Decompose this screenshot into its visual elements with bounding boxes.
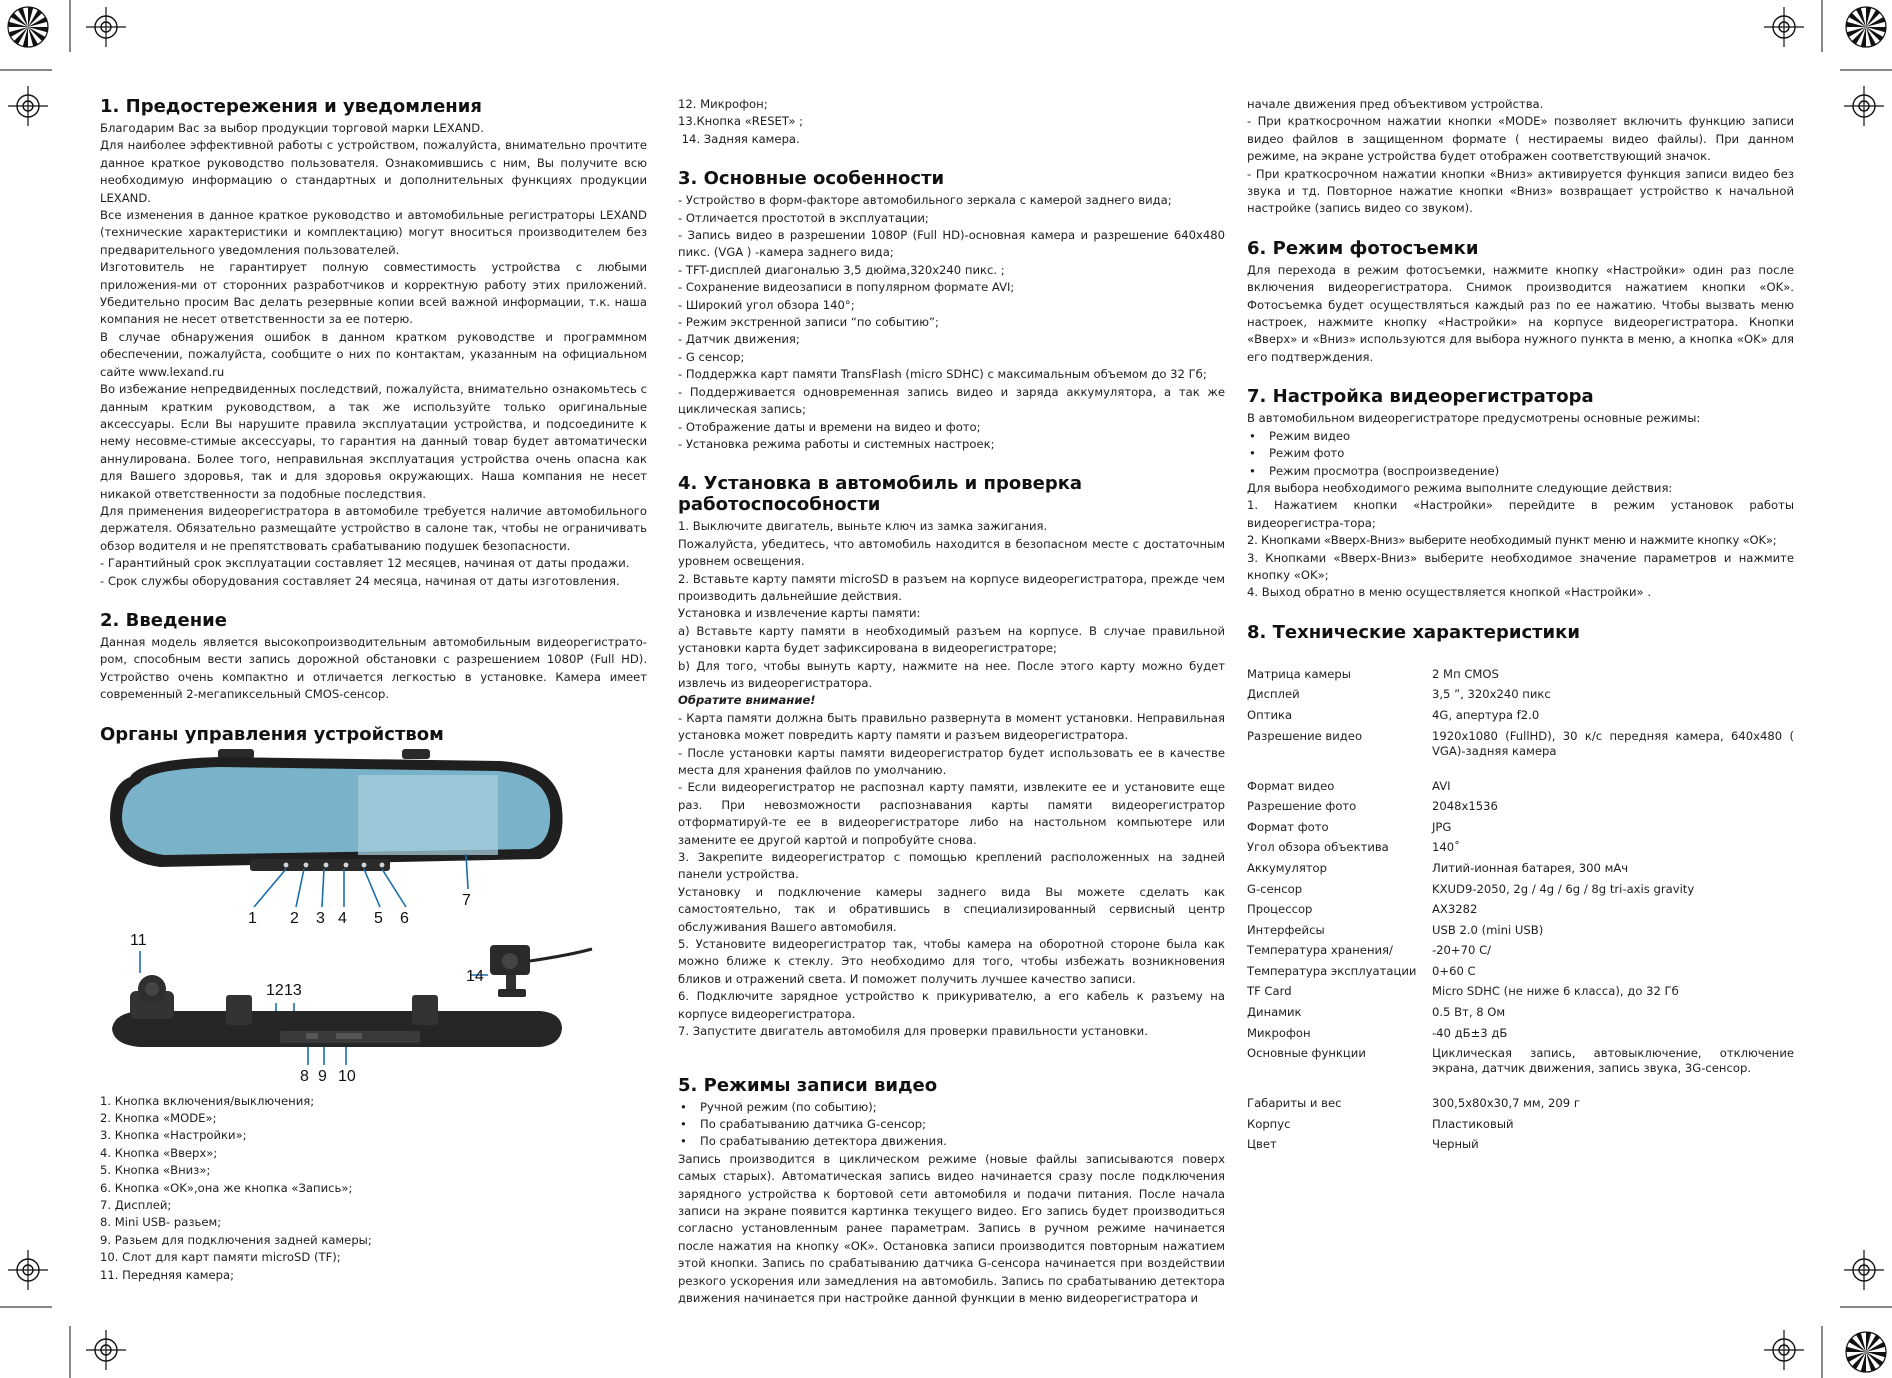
paragraph: Для перехода в режим фотосъемки, нажмите кнопку «Настройки» один раз после включения видеорегистратора. Снимок производится нажатием кнопки «OK». Фотосъемка будет осуществляться каждый раз по ее нажатию. Чтобы вызвать меню настроек, нажмите кнопку «Настройки» на корпусе видеорегистратора. Кнопки «Вверх» и «Вниз» используются для выбора нужного пункта в меню, а кнопка «OK» для его подтверждения. (1247, 262, 1794, 364)
paragraph: 3. Закрепите видеорегистратор с помощью креплений расположенных на задней панели устройства. (678, 850, 1225, 882)
section-specs (1247, 622, 1794, 1158)
paragraph: Изготовитель не гарантирует полную совместимость устройства с любыми приложения-ми от сторонних разработчиков и корректную работу этих приложений. Убедительно просим Вас делать резервные копии всей важной информации, т.к. наша компания не несет ответственности за ее потерю. (100, 260, 647, 327)
paragraph: - Если видеорегистратор не распознал карту памяти, извлеките ее и установите еще раз. При невозможности распознавания карты памяти видеорегистратор отформатируй-те ее в видеорегистраторе либо на настольном компьютере или замените ее другой картой и попробуйте снова. (678, 780, 1225, 847)
paragraph: 2. Кнопками «Вверх-Вниз» выберите необходимый пункт меню и нажмите кнопку «OK»; (1247, 533, 1777, 548)
list-item: 2. Кнопка «MODE»; (100, 1111, 217, 1125)
list-item: 6. Кнопка «OK»,она же кнопка «Запись»; (100, 1180, 353, 1195)
spec-table (1247, 667, 1794, 1158)
table-row (1247, 1005, 1794, 1026)
list-item: • Ручной режим (по событию); (678, 1099, 1225, 1116)
list-item: - Широкий угол обзора 140°; (678, 297, 855, 312)
paragraph: 2. Вставьте карту памяти microSD в разъем на корпусе видеорегистратора, прежде чем производить дальнейшие действия. (678, 571, 1225, 603)
list-item: 10. Слот для карт памяти microSD (TF); (100, 1250, 341, 1265)
list-item: - Устройство в форм-факторе автомобильного зеркала с камерой заднего вида; (678, 193, 1172, 208)
spec-key: Формат видео (1247, 778, 1335, 793)
callout-label: 12 (266, 981, 284, 999)
callout-label: 6 (400, 909, 409, 927)
table-row (1247, 923, 1794, 944)
paragraph: Во избежание непредвиденных последствий, пожалуйста, внимательно ознакомьтесь с данным кратким руководством, а так же используйте только оригинальные аксессуары. Если Вы нарушите правила эксплуатации устройства, и подсоедините к нему несовме-стимые аксессуары, то гарантия на данный товар будет автоматически аннулирована. Более того, неправильная эксплуатация устройства очень опасна как для Вашего здоровья, так и для здоровья окружающих. Наша компания не несет никакой ответственности за подобные последствия. (100, 382, 647, 501)
spec-key: Матрица камеры (1247, 666, 1351, 681)
section-title: 6. Режим фотосъемки (1247, 237, 1479, 259)
table-row (1247, 840, 1794, 861)
paragraph: Для наиболее эффективной работы с устройством, пожалуйста, внимательно прочтите данное краткое руководство пользователя. Ознакомившись с ним, Вы получите всю необходимую информацию о стандартных и дополнительных функциях продукции LEXAND. (100, 138, 647, 205)
paragraph: - Срок службы оборудования составляет 24 месяца, начиная от даты изготовления. (100, 573, 620, 588)
table-row (1247, 882, 1794, 903)
spec-value: KXUD9-2050, 2g / 4g / 6g / 8g tri-axis gravity (1432, 881, 1695, 896)
spec-value: Черный (1432, 1137, 1479, 1152)
spec-value: USB 2.0 (mini USB) (1432, 922, 1544, 937)
list-item: - Отличается простотой в эксплуатации; (678, 210, 929, 225)
spec-key: Динамик (1247, 1005, 1302, 1020)
callout-label: 8 (300, 1067, 309, 1085)
table-row (1247, 667, 1794, 688)
spec-value: Пластиковый (1432, 1116, 1514, 1131)
paragraph: начале движения пред объективом устройства. (1247, 97, 1544, 111)
section-features (678, 168, 1225, 453)
spec-key: Процессор (1247, 902, 1313, 917)
list-item: 8. Mini USB- разьем; (100, 1215, 222, 1230)
spec-key: Корпус (1247, 1116, 1291, 1131)
list-item: 12. Микрофон; (678, 97, 768, 111)
section-title: 4. Установка в автомобиль и проверка работоспособности (678, 473, 1083, 516)
section-title: 8. Технические характеристики (1247, 621, 1580, 643)
spec-key: Габариты и вес (1247, 1096, 1342, 1111)
paragraph: 6. Подключите зарядное устройство к прикуривателю, а его кабель к разъему на корпусе видеорегистратора. (678, 989, 1225, 1021)
paragraph: Благодарим Вас за выбор продукции торговой марки LEXAND. (100, 121, 484, 135)
list-item: 1. Кнопка включения/выключения; (100, 1093, 315, 1108)
list-item: - Режим экстренной записи “по событию”; (678, 315, 939, 330)
list-item: • По срабатыванию датчика G-сенсор; (678, 1116, 1225, 1133)
table-row (1247, 779, 1794, 800)
spec-key: G-сенсор (1247, 881, 1303, 896)
list-item: 3. Кнопка «Настройки»; (100, 1128, 247, 1143)
list-item: - Отображение даты и времени на видео и фото; (678, 419, 981, 434)
spec-key: Дисплей (1247, 687, 1300, 702)
paragraph: a) Вставьте карту памяти в необходимый разъем на корпусе. В случае правильной установки карта будет зафиксирована в видеорегистраторе; (678, 623, 1225, 656)
spec-value: -20+70 С/ (1432, 943, 1492, 958)
list-item: 11. Передняя камера; (100, 1267, 235, 1282)
callout-label: 4 (338, 909, 347, 927)
paragraph: Для применения видеорегистратора в автомобиле требуется наличие автомобильного держателя. Обязательно размещайте устройство в салоне так, чтобы не ограничивать обзор водителя и не препятствовать срабатыванию подушек безопасности. (100, 503, 647, 553)
paragraph: Данная модель является высокопроизводительным автомобильным видеорегистрато-ром, способным вести запись дорожной обстановки с разрешением 1080P (Full HD). Устройство очень компактно и отличается легкостью в установке. Камера имеет современный 2-мегапиксельный CMOS-сенсор. (100, 634, 647, 702)
list-item: • По срабатыванию детектора движения. (678, 1133, 1225, 1150)
spec-key: Разрешение фото (1247, 799, 1357, 814)
paragraph: Все изменения в данное краткое руководство и автомобильные регистраторы LEXAND (технические характеристики и комплектацию) могут вноситься производителем без предварительного уведомления пользователей. (100, 208, 647, 257)
spec-key: Интерфейсы (1247, 922, 1325, 937)
paragraph: - При краткосрочном нажатии кнопки «Вниз» активируется функция записи видео без звука и тд. Повторное нажатие кнопки «Вниз» возвращает устройство к начальной настройке (запись видео со звуком). (1247, 166, 1794, 216)
section-title: Органы управления устройством (100, 723, 444, 745)
paragraph: Установку и подключение камеры заднего вида Вы можете сделать как самостоятельно, так и обратившись в специализированный сервисный центр обслуживания Вашего автомобиля. (678, 884, 1225, 934)
spec-value: AVI (1432, 778, 1451, 793)
device-diagram (100, 749, 620, 1089)
paragraph: Установка и извлечение карты памяти: (678, 606, 921, 621)
spec-value: 0+60 С (1432, 963, 1476, 978)
spec-value: 3,5 ”, 320x240 пикс (1432, 687, 1551, 702)
table-row (1247, 799, 1794, 820)
paragraph: 4. Выход обратно в меню осуществляется кнопкой «Настройки» . (1247, 585, 1652, 600)
table-row (1247, 1046, 1794, 1096)
list-item: 13.Кнопка «RESET» ; (678, 114, 804, 129)
spec-key: TF Card (1247, 984, 1292, 999)
spec-key: Разрешение видео (1247, 728, 1363, 743)
list-item: 14. Задняя камера. (678, 131, 800, 146)
list-item: • Режим видео (1247, 428, 1794, 445)
list-item: - Сохранение видеозаписи в популярном формате AVI; (678, 280, 1015, 295)
list-item: - Поддержка карт памяти TransFlash (micro SDHC) с максимальным объемом до 32 Гб; (678, 367, 1207, 382)
list-item: • Режим фото (1247, 445, 1794, 462)
callout-label: 3 (316, 909, 325, 927)
spec-key: Цвет (1247, 1137, 1277, 1152)
warning-heading: Обратите внимание! (678, 693, 816, 708)
callout-label: 14 (466, 967, 484, 985)
section-title: 2. Введение (100, 609, 227, 631)
table-row (1247, 1096, 1794, 1117)
spec-value: 1920x1080 (FullHD), 30 к/с передняя камера, 640x480 ( VGA)-задняя камера (1432, 728, 1794, 758)
column-right (1247, 96, 1794, 1158)
callout-label: 11 (130, 931, 147, 949)
callout-label: 7 (462, 891, 471, 909)
list-item: - Установка режима работы и системных настроек; (678, 436, 995, 451)
spec-key: Оптика (1247, 707, 1293, 722)
paragraph: 1. Нажатием кнопки «Настройки» перейдите в режим установок работы видеорегистра-тора; (1247, 498, 1794, 530)
paragraph: - Карта памяти должна быть правильно развернута в момент установки. Неправильная установка может повредить карту памяти и разъем видеорегистратора. (678, 710, 1225, 743)
table-row (1247, 861, 1794, 882)
section-controls (100, 724, 647, 1284)
paragraph: 7. Запустите двигатель автомобиля для проверки правильности установки. (678, 1024, 1148, 1039)
table-row (1247, 943, 1794, 964)
list-item: 5. Кнопка «Вниз»; (100, 1163, 211, 1178)
list-item: - TFT-дисплей диагональю 3,5 дюйма,320x240 пикс. ; (678, 262, 1005, 277)
table-row (1247, 964, 1794, 985)
section-title: 5. Режимы записи видео (678, 1074, 938, 1096)
table-row (1247, 820, 1794, 841)
spec-key: Формат фото (1247, 819, 1329, 834)
list-item: • Режим просмотра (воспроизведение) (1247, 463, 1794, 480)
section-record-modes (678, 1075, 1225, 1308)
paragraph: В автомобильном видеорегистраторе предусмотрены основные режимы: (1247, 411, 1701, 426)
table-row (1247, 1026, 1794, 1047)
section-photo (1247, 238, 1794, 366)
spec-value: 2048x1536 (1432, 799, 1498, 814)
callout-label: 10 (338, 1067, 356, 1085)
table-row (1247, 708, 1794, 729)
spec-value: Циклическая запись, автовыключение, отключение экрана, датчик движения, запись звука, 3G-сенсор. (1432, 1046, 1794, 1076)
table-row (1247, 984, 1794, 1005)
spec-value: 2 Мп CMOS (1432, 666, 1499, 681)
spec-value: Micro SDHC (не ниже 6 класса), до 32 Гб (1432, 984, 1679, 999)
spec-key: Угол обзора объектива (1247, 840, 1389, 855)
spec-value: AX3282 (1432, 902, 1478, 917)
callout-label: 1 (248, 909, 257, 927)
paragraph: В случае обнаружения ошибок в данном кратком руководстве и программном обеспечении, пожалуйста, сообщите о них по контактам, указанным на официальном сайте www.lexand.ru (100, 329, 647, 379)
spec-key: Микрофон (1247, 1025, 1311, 1040)
callout-label: 5 (374, 909, 383, 927)
spec-key: Температура хранения/ (1247, 943, 1393, 958)
section-title: 3. Основные особенности (678, 168, 945, 190)
column-middle (678, 96, 1225, 1307)
spec-value: JPG (1432, 819, 1452, 834)
paragraph: b) Для того, чтобы вынуть карту, нажмите на нее. После этого карту можно будет извлечь из видеорегистратора. (678, 658, 1225, 690)
section-install (678, 473, 1225, 1040)
section-setup (1247, 386, 1794, 601)
paragraph: 5. Установите видеорегистратор так, чтобы камера на оборотной стороне была как можно ближе к стеклу. Это необходимо для того, чтобы избежать возникновения бликов и отражений света. И поможет получить лучшее качество записи. (678, 937, 1225, 986)
table-row (1247, 729, 1794, 779)
paragraph: Запись производится в циклическом режиме (новые файлы записываются поверх самых старых). Автоматическая запись видео начинается сразу после подключения зарядного устройства к бортовой сети автомобиля и подачи питания. После начала записи на экране появится картинка текущего видео. Его запись будет производиться согласно установленным ранее параметрам. Запись в ручном режиме начинается после нажатия на кнопку «OK». Остановка записи производится повторным нажатием этой кнопки. Запись по срабатыванию датчика G-сенсора начинается при воздействии резкого ускорения или замедления на автомобиль. Запись по срабатыванию детектора движения начинается при настройке данной функции в меню видеорегистратора и (678, 1151, 1225, 1305)
list-item: - Поддерживается одновременная запись видео и заряда аккумулятора, а так же циклическая запись; (678, 384, 1225, 417)
list-item: - Датчик движения; (678, 332, 800, 347)
paragraph: - Гарантийный срок эксплуатации составляет 12 месяцев, начиная от даты продажи. (100, 556, 630, 571)
table-row (1247, 687, 1794, 708)
column-left (100, 96, 647, 1284)
list-item: - Запись видео в разрешении 1080P (Full HD)-основная камера и разрешение 640x480 пикс. (VGA ) -камера заднего вида; (678, 228, 1225, 260)
spec-key: Аккумулятор (1247, 860, 1327, 875)
spec-value: 4G, апертура f2.0 (1432, 707, 1540, 722)
spec-value: 140˚ (1432, 840, 1460, 855)
paragraph: - После установки карты памяти видеорегистратор будет использовать ее в качестве места для хранения файлов по умолчанию. (678, 745, 1225, 777)
table-row (1247, 1137, 1794, 1158)
spec-key: Основные функции (1247, 1046, 1366, 1061)
paragraph: Пожалуйста, убедитесь, что автомобиль находится в безопасном месте с достаточным уровнем освещения. (678, 536, 1225, 569)
spec-value: Литий-ионная батарея, 300 мАч (1432, 860, 1629, 875)
list-item: 9. Разьем для подключения задней камеры; (100, 1232, 372, 1247)
spec-value: 300,5x80x30,7 мм, 209 г (1432, 1096, 1580, 1111)
paragraph: Для выбора необходимого режима выполните следующие действия: (1247, 480, 1673, 495)
spec-value: 0.5 Вт, 8 Ом (1432, 1005, 1506, 1020)
spec-key: Температура эксплуатации (1247, 963, 1417, 978)
section-precautions (100, 96, 647, 590)
paragraph: - При краткосрочном нажатии кнопки «MODE» позволяет включить функцию записи видео файлов в защищенном формате ( нестираемы видео файлы). При данном режиме, на экране устройства будет отображен соответствующий значок. (1247, 114, 1794, 164)
list-item: 4. Кнопка «Вверх»; (100, 1145, 218, 1160)
table-row (1247, 1117, 1794, 1138)
section-intro (100, 610, 647, 704)
callout-label: 13 (284, 981, 302, 999)
section-title: 1. Предостережения и уведомления (100, 96, 482, 117)
section-title: 7. Настройка видеорегистратора (1247, 386, 1594, 408)
callout-label: 9 (318, 1067, 327, 1085)
spec-value: -40 дБ±3 дБ (1432, 1025, 1508, 1040)
table-row (1247, 902, 1794, 923)
callout-label: 2 (290, 909, 299, 927)
list-item: - G сенсор; (678, 349, 745, 364)
paragraph: 3. Кнопками «Вверх-Вниз» выберите необходимое значение параметров и нажмите кнопку «OK»; (1247, 550, 1794, 582)
list-item: 7. Дисплей; (100, 1198, 172, 1213)
paragraph: 1. Выключите двигатель, выньте ключ из замка зажигания. (678, 519, 1048, 534)
